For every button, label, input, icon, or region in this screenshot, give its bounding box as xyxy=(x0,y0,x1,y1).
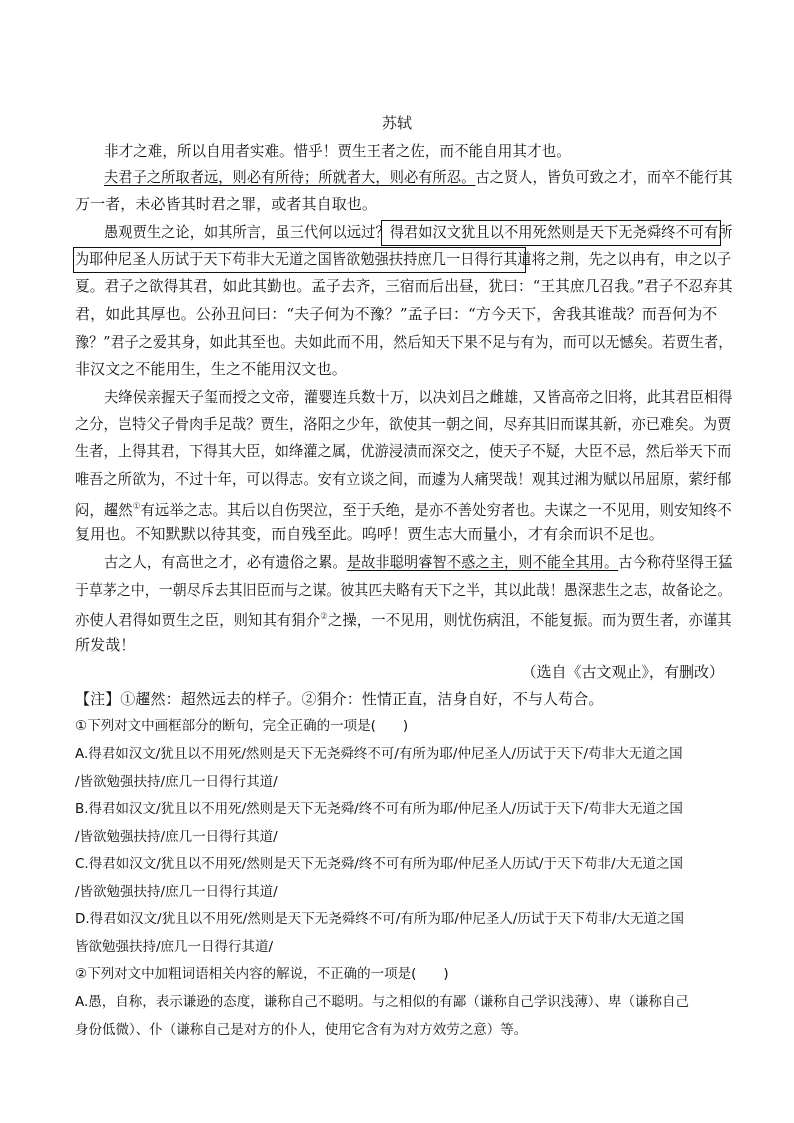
question-2-option-a-cont: 身份低微）、仆（谦称自己是对方的仆人，使用它含有为对方效劳之意）等。 xyxy=(75,1022,528,1038)
question-1-option-a: A.得君如汉文/犹且以不用死/然则是天下无尧舜终不可/有所为耶/仲尼圣人/历试于天下/苟非大无道之国 xyxy=(75,746,683,762)
footnote-marker-1: ① xyxy=(132,502,141,512)
passage-paragraph-5-line-2: 于草茅之中，一朝尽斥去其旧臣而与之谋。彼其匹夫略有天下之半，其以此哉！愚深悲生之志，故备论之。 xyxy=(75,581,732,599)
boxed-text-part-2: 为耶仲尼圣人历试于天下苟非大无道之国皆欲勉强扶持庶几一日得行其道 xyxy=(75,250,532,268)
question-1-option-a-cont: /皆欲勉强扶持/庶几一日得行其道/ xyxy=(75,774,278,790)
underlined-sentence: 夫君子之所取者远，则必有所待；所就者大，则必有所忍。 xyxy=(104,168,476,186)
question-1-option-c: C.得君如汉文/犹且以不用死/然则是天下无尧舜/终不可有所为耶/仲尼圣人历试/于天下苟非/大无道之国 xyxy=(75,856,684,872)
passage-paragraph-4-line-4: 唯吾之所欲为，不过十年，可以得志。安有立谈之间，而遽为人痛哭哉！观其过湘为赋以吊屈原，萦纡郁 xyxy=(75,470,732,488)
underlined-sentence-2: 是故非聪明睿智不惑之主，则不能全其用。 xyxy=(346,553,619,571)
question-1-option-d: D.得君如汉文/犹且以不用死/然则是天下无尧舜终不可/有所为耶/仲尼圣人/历试于天下苟非/大无道之国 xyxy=(75,911,684,927)
passage-paragraph-5-line-3: 亦使人君得如贾生之臣，则知其有狷介②之操，一不见用，则忧伤病沮，不能复振。而为贾生者，亦谨其 xyxy=(75,611,732,629)
passage-paragraph-3-line-3: 夏。君子之欲得其君，如此其勤也。孟子去齐，三宿而后出昼，犹曰：“王其庶几召我。”君子不忍弃其 xyxy=(75,277,733,295)
source-citation: （选自《古文观止》，有删改） xyxy=(521,663,724,681)
question-1-option-b: B.得君如汉文/犹且以不用死/然则是天下无尧舜/终不可有所为耶/仲尼圣人/历试于天下/苟非大无道之国 xyxy=(75,801,683,817)
passage-paragraph-4-line-5: 闷，趯然①有远举之志。其后以自伤哭泣，至于夭绝，是亦不善处穷者也。夫谋之一不见用，则安知终不 xyxy=(75,501,732,519)
question-1-option-d-cont: 皆欲勉强扶持/庶几一日得行其道/ xyxy=(75,939,274,955)
footnote-marker-2: ② xyxy=(320,612,328,622)
passage-paragraph-4-line-2: 之分，岂特父子骨肉手足哉？贾生，洛阳之少年，欲使其一朝之间，尽弃其旧而谋其新，亦已难矣。为贾 xyxy=(75,415,732,433)
passage-paragraph-3-line-2: 为耶仲尼圣人历试于天下苟非大无道之国皆欲勉强扶持庶几一日得行其道将之荆，先之以冉有，申之以子 xyxy=(75,250,732,268)
passage-paragraph-4-line-1: 夫绛侯亲握天子玺而授之文帝，灌婴连兵数十万，以决刘吕之雌雄，又皆高帝之旧将，此其君臣相得 xyxy=(104,388,733,406)
question-1-stem: ①下列对文中画框部分的断句，完全正确的一项是( ) xyxy=(75,718,409,734)
passage-paragraph-3-line-6: 非汉文之不能用生，生之不能用汉文也。 xyxy=(75,360,347,378)
passage-paragraph-4-line-3: 生者，上得其君，下得其大臣，如绛灌之属，优游浸渍而深交之，使天子不疑，大臣不忌，然后举天下而 xyxy=(75,442,732,460)
author-title: 苏轼 xyxy=(381,114,412,132)
passage-paragraph-5-line-4: 所发哉！ xyxy=(75,636,136,654)
passage-paragraph-1: 非才之难，所以自用者实难。惜乎！贾生王者之佐，而不能自用其才也。 xyxy=(104,142,571,160)
passage-paragraph-2-line-1: 夫君子之所取者远，则必有所待；所就者大，则必有所忍。古之贤人，皆负可致之才，而卒不能行其 xyxy=(104,168,733,186)
passage-paragraph-3-line-5: 豫？”君子之爱其身，如此其至也。夫如此而不用，然后知天下果不足与有为，而可以无憾矣。若贾生者， xyxy=(75,333,733,351)
annotation-note: 【注】①趯然：超然远去的样子。②狷介：性情正直，洁身自好，不与人苟合。 xyxy=(75,690,604,708)
question-2-stem: ②下列对文中加粗词语相关内容的解说，不正确的一项是( ) xyxy=(75,966,449,982)
passage-paragraph-2-line-2: 万一者，未必皆其时君之罪，或者其自取也。 xyxy=(75,195,378,213)
passage-paragraph-4-line-6: 复用也。不知默默以待其变，而自残至此。呜呼！贾生志大而量小，才有余而识不足也。 xyxy=(75,525,664,543)
boxed-text-part-1: 得君如汉文犹且以不用死然则是天下无尧舜终不可有所 xyxy=(389,223,733,241)
question-2-option-a: A.愚，自称，表示谦逊的态度，谦称自己不聪明。与之相似的有鄙（谦称自己学识浅薄）、卑（谦称自己 xyxy=(75,994,690,1010)
passage-paragraph-3-line-4: 君，如此其厚也。公孙丑问曰：“夫子何为不豫？”孟子曰：“方今天下，舍我其谁哉？而吾何为不 xyxy=(75,305,718,323)
passage-paragraph-3-line-1: 愚观贾生之论，如其所言，虽三代何以远过？得君如汉文犹且以不用死然则是天下无尧舜终不可有所 xyxy=(104,223,733,241)
question-1-option-c-cont: /皆欲勉强扶持/庶几一日得行其道/ xyxy=(75,884,278,900)
passage-paragraph-5-line-1: 古之人，有高世之才，必有遗俗之累。是故非聪明睿智不惑之主，则不能全其用。古今称苻坚得王猛 xyxy=(104,553,733,571)
question-1-option-b-cont: /皆欲勉强扶持/庶几一日得行其道/ xyxy=(75,829,278,845)
